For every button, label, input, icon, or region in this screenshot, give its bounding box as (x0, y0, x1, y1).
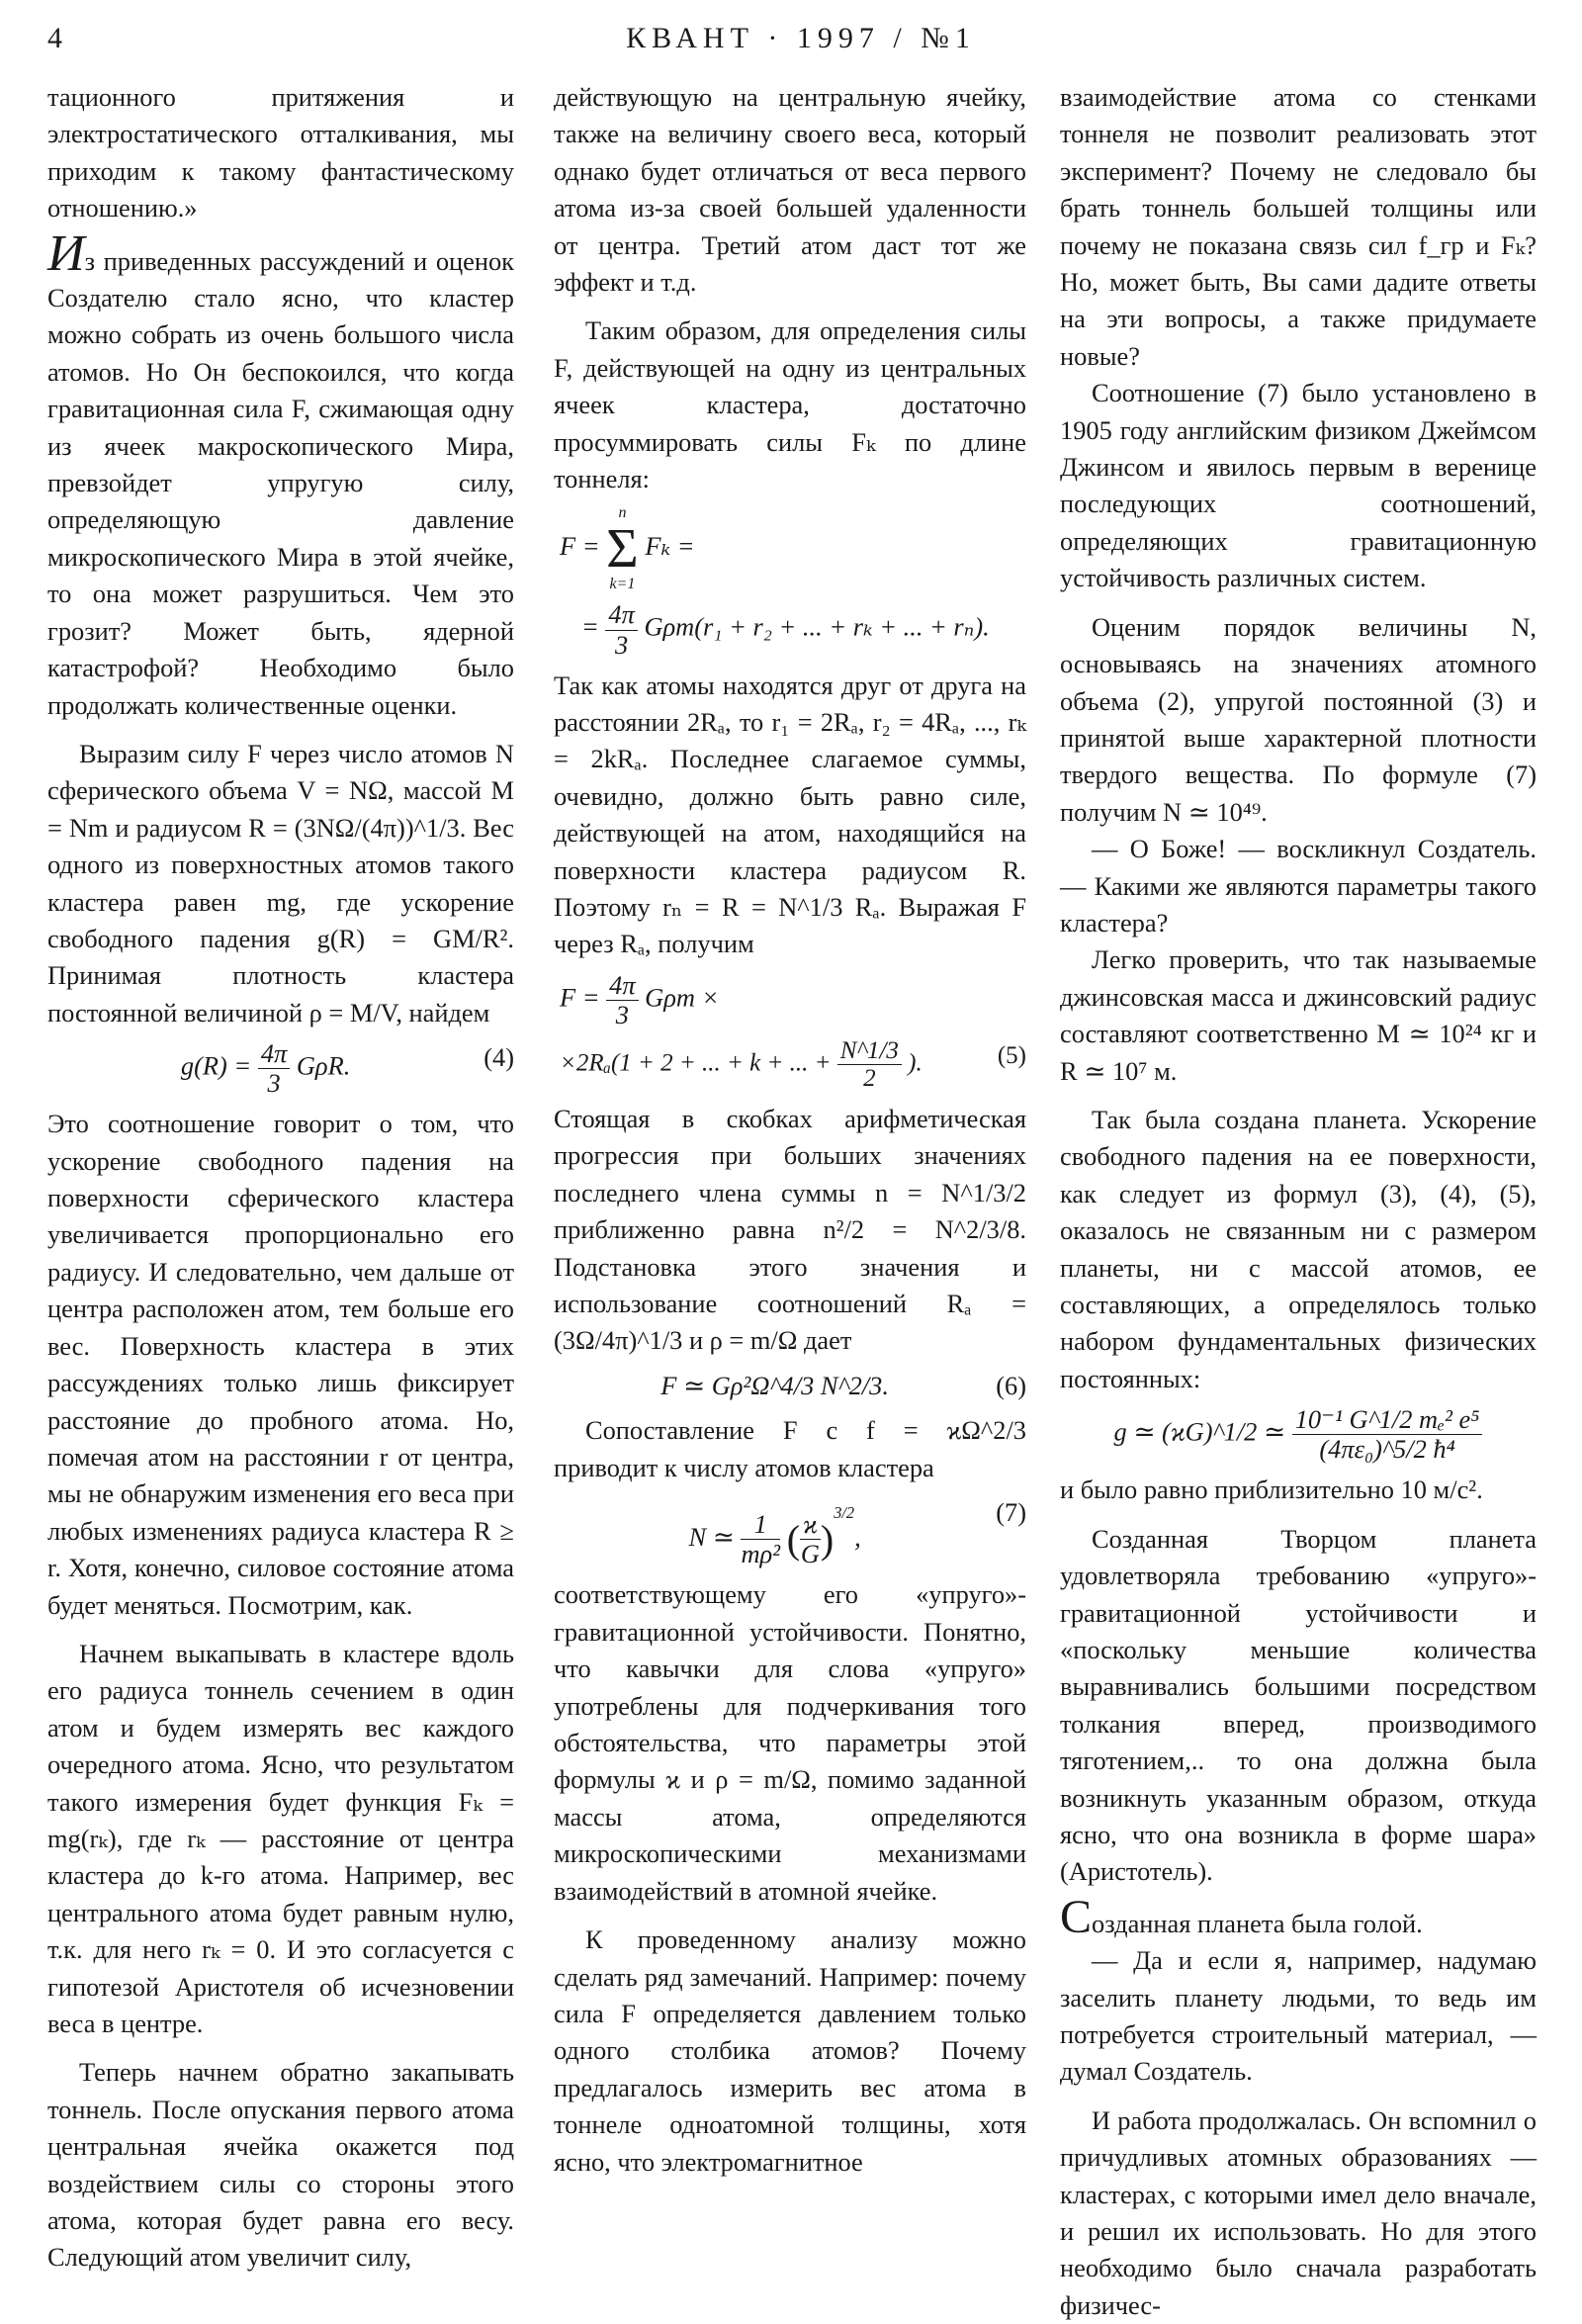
column-3 (1060, 79, 1537, 2324)
equation-label: (5) (997, 1041, 1026, 1069)
equation-part: ×2Rₐ(1 + 2 + ... + k + ... + (560, 1049, 832, 1077)
column-2 (554, 79, 1026, 2181)
equation-lhs: F = (560, 982, 600, 1013)
equation-g (1060, 1405, 1537, 1464)
paragraph: и было равно приблизительно 10 м/с². (1060, 1475, 1483, 1505)
equation-body: F ≃ Gρ²Ω^4/3 N^2/3. (660, 1370, 889, 1400)
equation-label: (6) (996, 1370, 1026, 1400)
equation-lhs: N ≃ (688, 1521, 735, 1552)
fraction-denominator: 3 (615, 999, 629, 1029)
sigma-symbol (606, 505, 639, 592)
paragraph: действующую на центральную ячейку, также на величину своего веса, который однако будет отличаться от веса первого атома из-за своей большей удаленности от центра. Третий атом даст тот же эффект и т.д. (554, 82, 1026, 298)
equation-5-line2 (554, 1037, 1026, 1093)
paragraph: Созданная Творцом планета удовлетворяла требованию «упруго»-гравитационной устойчивости и «поскольку меньшие количества выравнивались большими посредством толкания вперед, производимого тяготением,.. то она должна была возникнуть указанным образом, откуда ясно, что она возникла в форме шара» (Аристотель). (1060, 1523, 1537, 1887)
paragraph: — Да и если я, например, надумаю заселить планету людьми, то ведь им потребуется строительный материал, — думал Создатель. (1060, 1945, 1537, 2087)
paragraph: Соотношение (7) было установлено в 1905 году английским физиком Джеймсом Джинсом и явилось первым в веренице последующих соотношений, определяющих гравитационную устойчивость различных систем. (1060, 378, 1537, 593)
equation-rhs: GρR. (296, 1050, 351, 1081)
fraction (837, 1037, 902, 1093)
column-1 (47, 79, 514, 2277)
drop-cap: С (1060, 1890, 1093, 1943)
fraction-numerator: 4π (605, 600, 637, 630)
sum-upper-limit: n (618, 504, 627, 522)
paragraph: Это соотношение говорит о том, что ускорение свободного падения на поверхности сферического кластера увеличивается пропорционально его радиусу. И следовательно, чем дальше от центра расположен атом, тем больше его вес. Поверхность кластера в этих рассуждениях только лишь фиксирует расстояние до пробного атома. Но, помечая атом на расстоянии r от центра, мы не обнаружим изменения его веса при любых изменениях радиуса кластера R ≥ r. Хотя, конечно, силовое состояние атома будет меняться. Посмотрим, как. (47, 1109, 514, 1620)
paragraph: Оценим порядок величины N, основываясь на значениях атомного объема (2), упругой постоянной (3) и принятой выше характерной плотности твердого вещества. По формуле (7) получим N ≃ 10⁴⁹. (1060, 611, 1537, 827)
paragraph-dropcap (47, 224, 514, 724)
fraction (258, 1039, 290, 1098)
equation-label: (4) (483, 1042, 514, 1073)
paragraph: Сопоставление F с f = ϰΩ^2/3 приводит к числу атомов кластера (554, 1415, 1026, 1482)
sum-lower-limit: k=1 (609, 576, 636, 593)
paragraph: Выразим силу F через число атомов N сферического объема V = NΩ, массой M = Nm и радиусом R = (3NΩ/(4π))^1/3. Вес одного из поверхностных атомов такого кластера равен mg, где ускорение свободного падения g(R) = GM/R². Принимая плотность кластера постоянной величиной ρ = M/V, найдем (47, 738, 514, 1028)
sum-equation-continued (554, 600, 1026, 659)
page-number: 4 (47, 22, 62, 54)
fraction-numerator: ϰ (800, 1510, 821, 1540)
paragraph: тационного притяжения и электростатического отталкивания, мы приходим к такому фантастическому отношению.» (47, 82, 514, 223)
equation-lhs: F = (560, 531, 600, 562)
paragraph-text: з приведенных рассуждений и оценок Создателю стало ясно, что кластер можно собрать из очень большого числа атомов. Но Он беспокоился, что когда гравитационная сила F, сжимающая одну из ячеек макроскопического Мира, превзойдет упругую силу, определяющую давление микроскопического Мира в этой ячейке, то она может разрушиться. Чем это грозит? Может быть, ядерной катастрофой? Необходимо было продолжать количественные оценки. (47, 245, 514, 720)
fraction-denominator: (4πε₀)^5/2 ħ⁴ (1319, 1434, 1455, 1465)
paragraph: Легко проверить, что так называемые джинсовская масса и джинсовский радиус составляют соответственно M ≃ 10²⁴ кг и R ≃ 10⁷ м. (1060, 944, 1537, 1086)
equation-lhs: g(R) = (180, 1050, 252, 1081)
fraction-numerator: 10⁻¹ G^1/2 mₑ² e⁵ (1292, 1405, 1483, 1435)
fraction-numerator: 4π (258, 1039, 290, 1069)
fraction-numerator: 4π (606, 971, 638, 1001)
running-header: КВАНТ · 1997 / №1 (626, 22, 976, 54)
paragraph: взаимодействие атома со стенками тоннеля не позволит реализовать этот эксперимент? Почему не следовало бы брать тоннель большей толщины или почему не показана связь сил f_гр и Fₖ? Но, может быть, Вы сами дадите ответы на эти вопросы, а также придумаете новые? (1060, 82, 1537, 371)
paragraph-text: озданная планета была голой. (1092, 1908, 1423, 1938)
fraction (1292, 1405, 1483, 1464)
sum-sign: Σ (606, 518, 639, 581)
sum-equation (554, 505, 1026, 592)
equation-rhs: Gρm × (645, 982, 720, 1013)
equation-lhs: = (581, 612, 599, 643)
equation-4 (47, 1039, 514, 1098)
fraction-denominator: 3 (267, 1068, 281, 1099)
fraction-denominator: G (800, 1539, 820, 1569)
drop-cap: И (47, 224, 85, 282)
fraction (606, 971, 638, 1029)
paragraph: Начнем выкапывать в кластере вдоль его радиуса тоннель сечением в один атом и будем измерять вес каждого очередного атома. Ясно, что результатом такого измерения будет функция Fₖ = mg(rₖ), где rₖ — расстояние от центра кластера до k-го атома. Например, вес центрального атома будет равным нулю, т.к. для него rₖ = 0. И это согласуется с гипотезой Аристотеля об исчезновении веса в центре. (47, 1638, 514, 2038)
paragraph: Таким образом, для определения силы F, действующей на одну из центральных ячеек кластера, достаточно просуммировать силы Fₖ по длине тоннеля: (554, 315, 1026, 494)
fraction-denominator: 3 (615, 629, 629, 660)
equation-label: (7) (996, 1496, 1026, 1527)
paragraph: Так как атомы находятся друг от друга на расстоянии 2Rₐ, то r₁ = 2Rₐ, r₂ = 4Rₐ, ..., rₖ = 2kRₐ. Последнее слагаемое суммы, очевидно, должно быть равно силе, действующей на атом, находящийся на поверхности кластера радиусом R. Поэтому rₙ = R = N^1/3 Rₐ. Выражая F через Rₐ, получим (554, 670, 1026, 959)
paragraph: соответствующему его «упруго»-гравитационной устойчивости. Понятно, что кавычки для слова «упруго» употреблены для подчеркивания того обстоятельства, что параметры этой формулы ϰ и ρ = m/Ω, помимо заданной массы атома, определяются микроскопическими механизмами взаимодействий в атомной ячейке. (554, 1579, 1026, 1906)
paragraph-dropcap (1060, 1890, 1537, 1943)
paragraph: Стоящая в скобках арифметическая прогрессия при больших значениях последнего члена суммы n = N^1/3/2 приближенно равна n²/2 = N^2/3/8. Подстановка этого значения и использование соотношений Rₐ = (3Ω/4π)^1/3 и ρ = m/Ω дает (554, 1103, 1026, 1356)
paragraph: И работа продолжалась. Он вспомнил о причудливых атомных образованиях — кластерах, с которыми имел дело вначале, и решил их использовать. Но для этого необходимо было сначала разработать физичес- (1060, 2104, 1537, 2320)
equation-rhs: Fₖ = (645, 531, 695, 562)
fraction (741, 1510, 780, 1568)
fraction-numerator: 1 (741, 1510, 780, 1540)
fraction (800, 1510, 821, 1568)
equation-6 (554, 1368, 1026, 1404)
fraction (605, 600, 637, 659)
fraction-numerator: N^1/3 (837, 1037, 902, 1066)
exponent: 3/2 (834, 1502, 855, 1522)
paragraph: — О Боже! — воскликнул Создатель. — Какими же являются параметры такого кластера? (1060, 834, 1537, 938)
equation-rhs: Gρm(r₁ + r₂ + ... + rₖ + ... + rₙ). (644, 612, 990, 643)
equation-7: N ≃ $\frac{1}{\text{mρ²}}$ ( $\frac{ϰ}{G}$ )$^{3/2}$, (7) (554, 1494, 1026, 1568)
equation-lhs: g ≃ (ϰG)^1/2 ≃ (1113, 1416, 1286, 1447)
paragraph: К проведенному анализу можно сделать ряд замечаний. Например: почему сила F определяется давлением только одного столбика атомов? Почему предлагалось измерить вес атома в тоннеле одноатомной толщины, хотя ясно, что электромагнитное (554, 1924, 1026, 2177)
paragraph: Теперь начнем обратно закапывать тоннель. После опускания первого атома центральная ячейка окажется под воздействием силы со стороны этого атома, которая будет равна его весу. Следующий атом увеличит силу, (47, 2057, 514, 2273)
paragraph: Так была создана планета. Ускорение свободного падения на ее поверхности, как следует из формул (3), (4), (5), оказалось не связанным ни с размером планеты, ни с массой атомов, ее составляющих, а определялось только набором фундаментальных физических постоянных: (1060, 1104, 1537, 1393)
equation-part: ). (908, 1049, 923, 1077)
fraction-denominator: mρ² (741, 1539, 781, 1569)
equation-5-line1 (554, 971, 1026, 1029)
fraction-denominator: 2 (863, 1065, 876, 1093)
